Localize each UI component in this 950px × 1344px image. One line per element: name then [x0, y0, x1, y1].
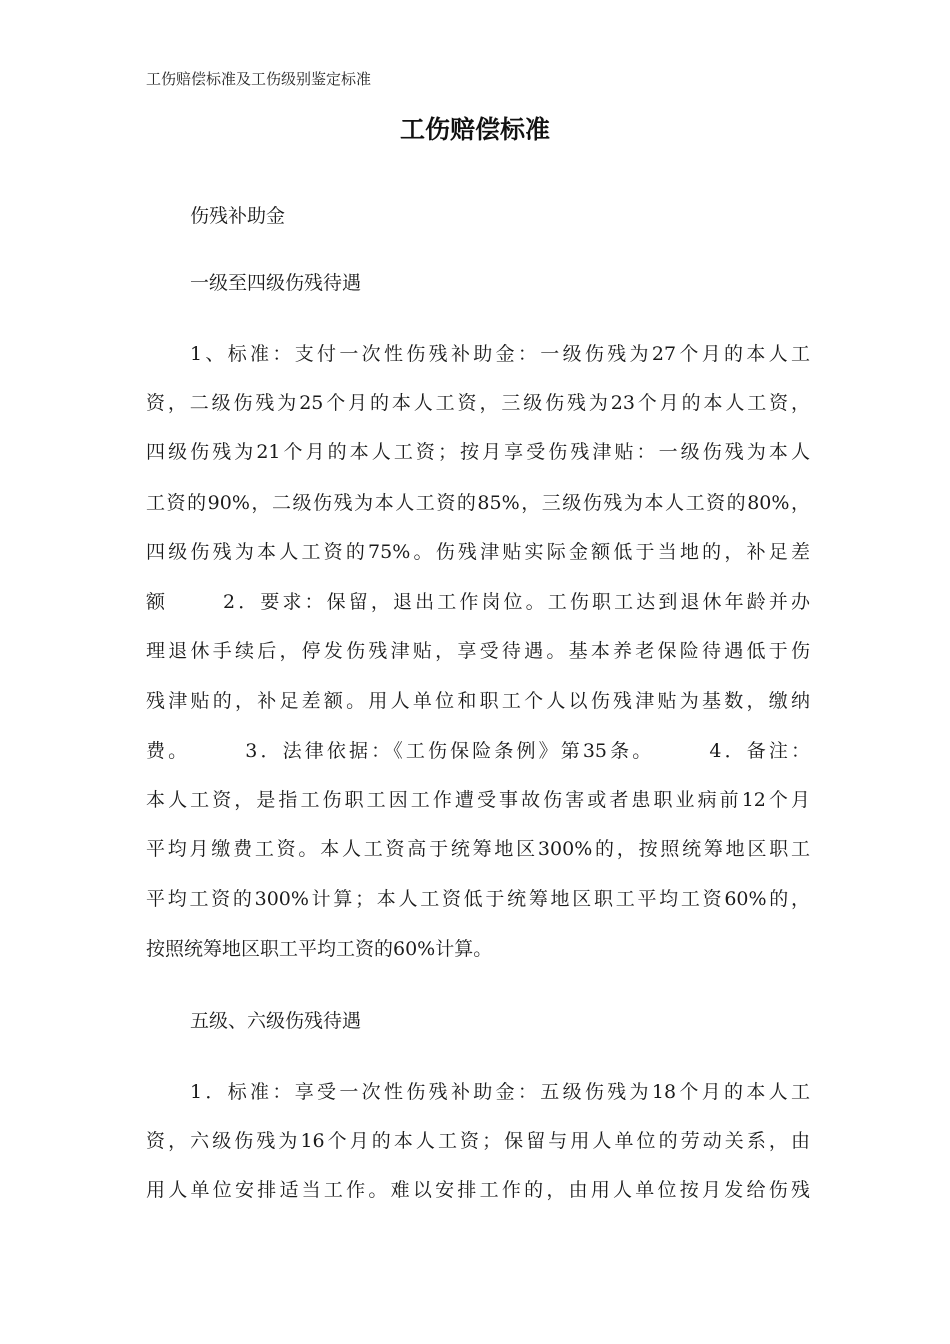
paragraph-line: 工资的90%，二级伤残为本人工资的85%，三级伤残为本人工资的80%，	[146, 492, 810, 514]
paragraph-line: 资，二级伤残为25个月的本人工资，三级伤残为23个月的本人工资，	[146, 392, 810, 414]
paragraph-line: 残津贴的，补足差额。用人单位和职工个人以伤残津贴为基数，缴纳	[146, 690, 810, 712]
subsection-heading-2: 五级、六级伤残待遇	[190, 1010, 362, 1032]
paragraph-line: 按照统筹地区职工平均工资的60%计算。	[146, 938, 493, 960]
document-title: 工伤赔偿标准	[399, 115, 550, 144]
paragraph-line: 理退休手续后，停发伤残津贴，享受待遇。基本养老保险待遇低于伤	[146, 640, 810, 662]
paragraph-line: 费。 3．法律依据：《工伤保险条例》第35条。 4．备注：	[146, 740, 810, 762]
paragraph-line: 资，六级伤残为16个月的本人工资；保留与用人单位的劳动关系，由	[146, 1130, 810, 1152]
paragraph-line: 1、标准：支付一次性伤残补助金：一级伤残为27个月的本人工	[190, 343, 810, 365]
paragraph-line: 额 2．要求：保留，退出工作岗位。工伤职工达到退休年龄并办	[146, 591, 810, 613]
running-header: 工伤赔偿标准及工伤级别鉴定标准	[146, 70, 372, 88]
subsection-heading-1: 一级至四级伤残待遇	[190, 272, 362, 294]
paragraph-line: 四级伤残为本人工资的75%。伤残津贴实际金额低于当地的，补足差	[146, 541, 810, 563]
paragraph-line: 本人工资，是指工伤职工因工作遭受事故伤害或者患职业病前12个月	[146, 789, 810, 811]
section-heading: 伤残补助金	[190, 205, 286, 227]
paragraph-line: 平均工资的300%计算；本人工资低于统筹地区职工平均工资60%的，	[146, 888, 810, 910]
paragraph-line: 平均月缴费工资。本人工资高于统筹地区300%的，按照统筹地区职工	[146, 838, 810, 860]
paragraph-line: 用人单位安排适当工作。难以安排工作的，由用人单位按月发给伤残	[146, 1179, 810, 1201]
paragraph-line: 1．标准：享受一次性伤残补助金：五级伤残为18个月的本人工	[190, 1081, 810, 1103]
paragraph-line: 四级伤残为21个月的本人工资；按月享受伤残津贴：一级伤残为本人	[146, 441, 810, 463]
